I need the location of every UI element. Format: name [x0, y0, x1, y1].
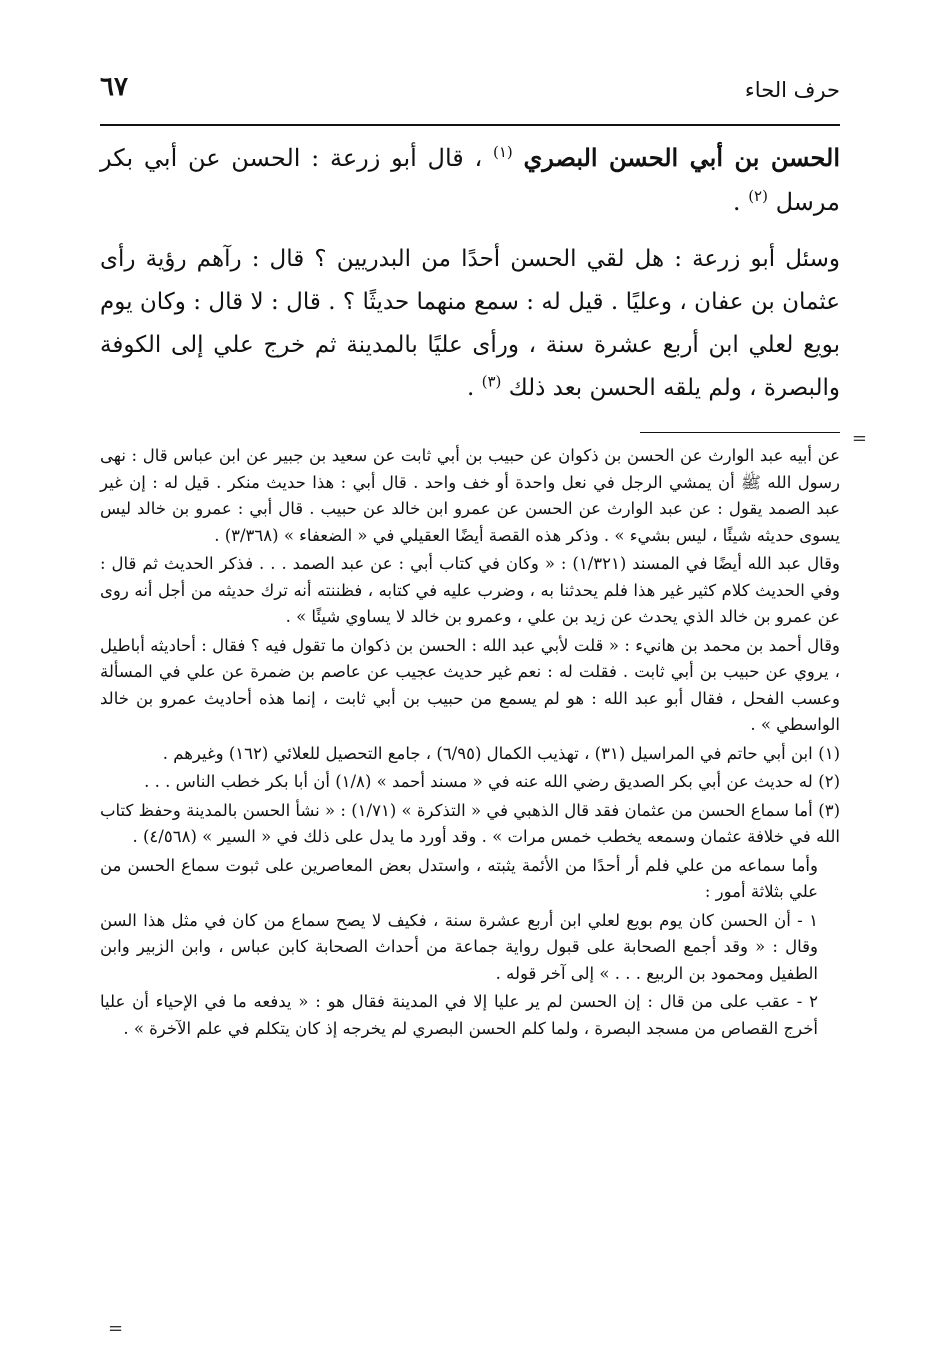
continuation-mark-top: =: [851, 428, 867, 449]
page-number: ٦٧: [100, 72, 128, 102]
footnote-ref-3: (٣): [481, 372, 502, 391]
footnote-ref-1: (١): [493, 143, 513, 161]
body-end: .: [466, 375, 475, 401]
body-text: وسئل أبو زرعة : هل لقي الحسن أحدًا من البدريين ؟ قال : رآهم رؤية رأى عثمان بن عفان ، وعليًا . قيل له : سمع منهما حديثًا ؟ . قال : لا قال : وكان يوم بويع لعلي ابن أربع عشرة سنة ، ورأى عليًا بالمدينة ثم خرج علي إلى الكوفة والبصرة ، ولم يلقه الحسن بعد ذلك: [100, 246, 840, 401]
continuation-mark-bottom: =: [108, 1318, 124, 1339]
page-header: [100, 70, 840, 110]
footnote-2-text: له حديث عن أبي بكر الصديق رضي الله عنه في « مسند أحمد » (١/٨) أن أبا بكر خطب الناس . . .: [144, 772, 813, 791]
footnote-3-para-1: أما سماع الحسن من عثمان فقد قال الذهبي في « التذكرة » (١/٧١) : « نشأ الحسن بالمدينة وحفظ كتاب الله في خلافة عثمان وسمعه يخطب خمس مرات » . وقد أورد ما يدل على ذلك في « السير » (٤/٥٦٨) .: [100, 800, 840, 846]
entry-end: .: [732, 188, 741, 216]
footnote-continued-3: وقال أحمد بن محمد بن هانيء : « قلت لأبي عبد الله : الحسن بن ذكوان ما تقول فيه ؟ فقال : أحاديثه أباطيل ، يروي عن حبيب بن أبي ثابت . فقلت له : نعم غير حديث عجيب عن عاصم بن ضمرة عن علي في المسألة وعسب الفحل ، فقال أبو عبد الله : هو لم يسمع من حبيب بن أبي ثابت ، إنما هذه أحاديث عمرو بن خالد الواسطي » .: [100, 635, 840, 734]
footnote-ref-2: (٢): [748, 187, 768, 205]
footnote-1-number: (١): [818, 743, 840, 763]
footnote-1-text: ابن أبي حاتم في المراسيل (٣١) ، تهذيب الكمال (٦/٩٥) ، جامع التحصيل للعلائي (١٦٢) وغيرهم .: [162, 743, 813, 763]
footnote-3-para-2: وأما سماعه من علي فلم أر أحدًا من الأئمة يثبته ، واستدل بعض المعاصرين على ثبوت سماع الحسن من علي بثلاثة أمور :: [100, 855, 818, 901]
footnote-2-number: (٢): [818, 772, 840, 791]
footnote-2: [100, 769, 840, 796]
footnote-1: [100, 741, 840, 768]
footnote-separator: [640, 432, 840, 433]
footnotes: [100, 443, 840, 1042]
footnote-continued-2: وقال عبد الله أيضًا في المسند (١/٣٢١) : « وكان في كتاب أبي : عن عبد الصمد . . . فذكر الحديث ثم قال : وفي الحديث كلام كثير غير هذا فلم يحدثنا به ، وضرب عليه في كتابه ، فظننته أنه ترك حديثه من أجل أنه روى عن عمرو بن خالد الذي يحدث عن زيد بن علي ، وعمرو بن خالد لا يساوي شيئًا » .: [100, 554, 840, 626]
header-rule: [100, 124, 840, 126]
book-page: [100, 70, 840, 1044]
footnote-3: [100, 798, 840, 851]
footnote-3-para-4: ٢ - عقب على من قال : إن الحسن لم ير عليا إلا في المدينة فقال هو : « يدفعه ما في الإحياء أن عليا أخرج القصاص من مسجد البصرة ، ولما كلم الحسن البصري لم يخرجه إذ كان يتكلم في علم الآخرة » .: [100, 992, 818, 1038]
footnote-continued-1: عن أبيه عبد الوارث عن الحسن بن ذكوان عن حبيب بن أبي ثابت عن سعيد بن جبير عن ابن عباس قال : نهى رسول الله ﷺ أن يمشي الرجل في نعل واحدة أو خف واحد . قال أبي : هذا حديث منكر . قيل له : إن غير عبد الصمد يقول : عن عبد الوارث عن الحسن عن عمرو ابن خالد عن حبيب . قال أبي : عمرو بن خالد ليس يسوى حديثه شيئًا ، ليس بشيء » . وذكر هذه القصة أيضًا العقيلي في « الضعفاء » (٣/٣٦٨) .: [100, 446, 840, 545]
entry-name: الحسن بن أبي الحسن البصري: [523, 143, 840, 172]
footnote-3-number: (٣): [818, 800, 840, 820]
entry-text: ، قال أبو زرعة : الحسن عن أبي بكر مرسل: [100, 144, 840, 216]
footnote-3-para-3: ١ - أن الحسن كان يوم بويع لعلي ابن أربع عشرة سنة ، فكيف لا يصح سماع من كان في مثل هذا السن وقال : « وقد أجمع الصحابة على قبول رواية جماعة من أحداث الصحابة كابن عباس ، وابن الزبير وابن الطفيل ومحمود بن الربيع . . . » إلى آخر قوله .: [100, 910, 818, 983]
entry-heading: [100, 136, 840, 224]
running-title: حرف الحاء: [744, 78, 840, 102]
body-paragraph: [100, 238, 840, 410]
